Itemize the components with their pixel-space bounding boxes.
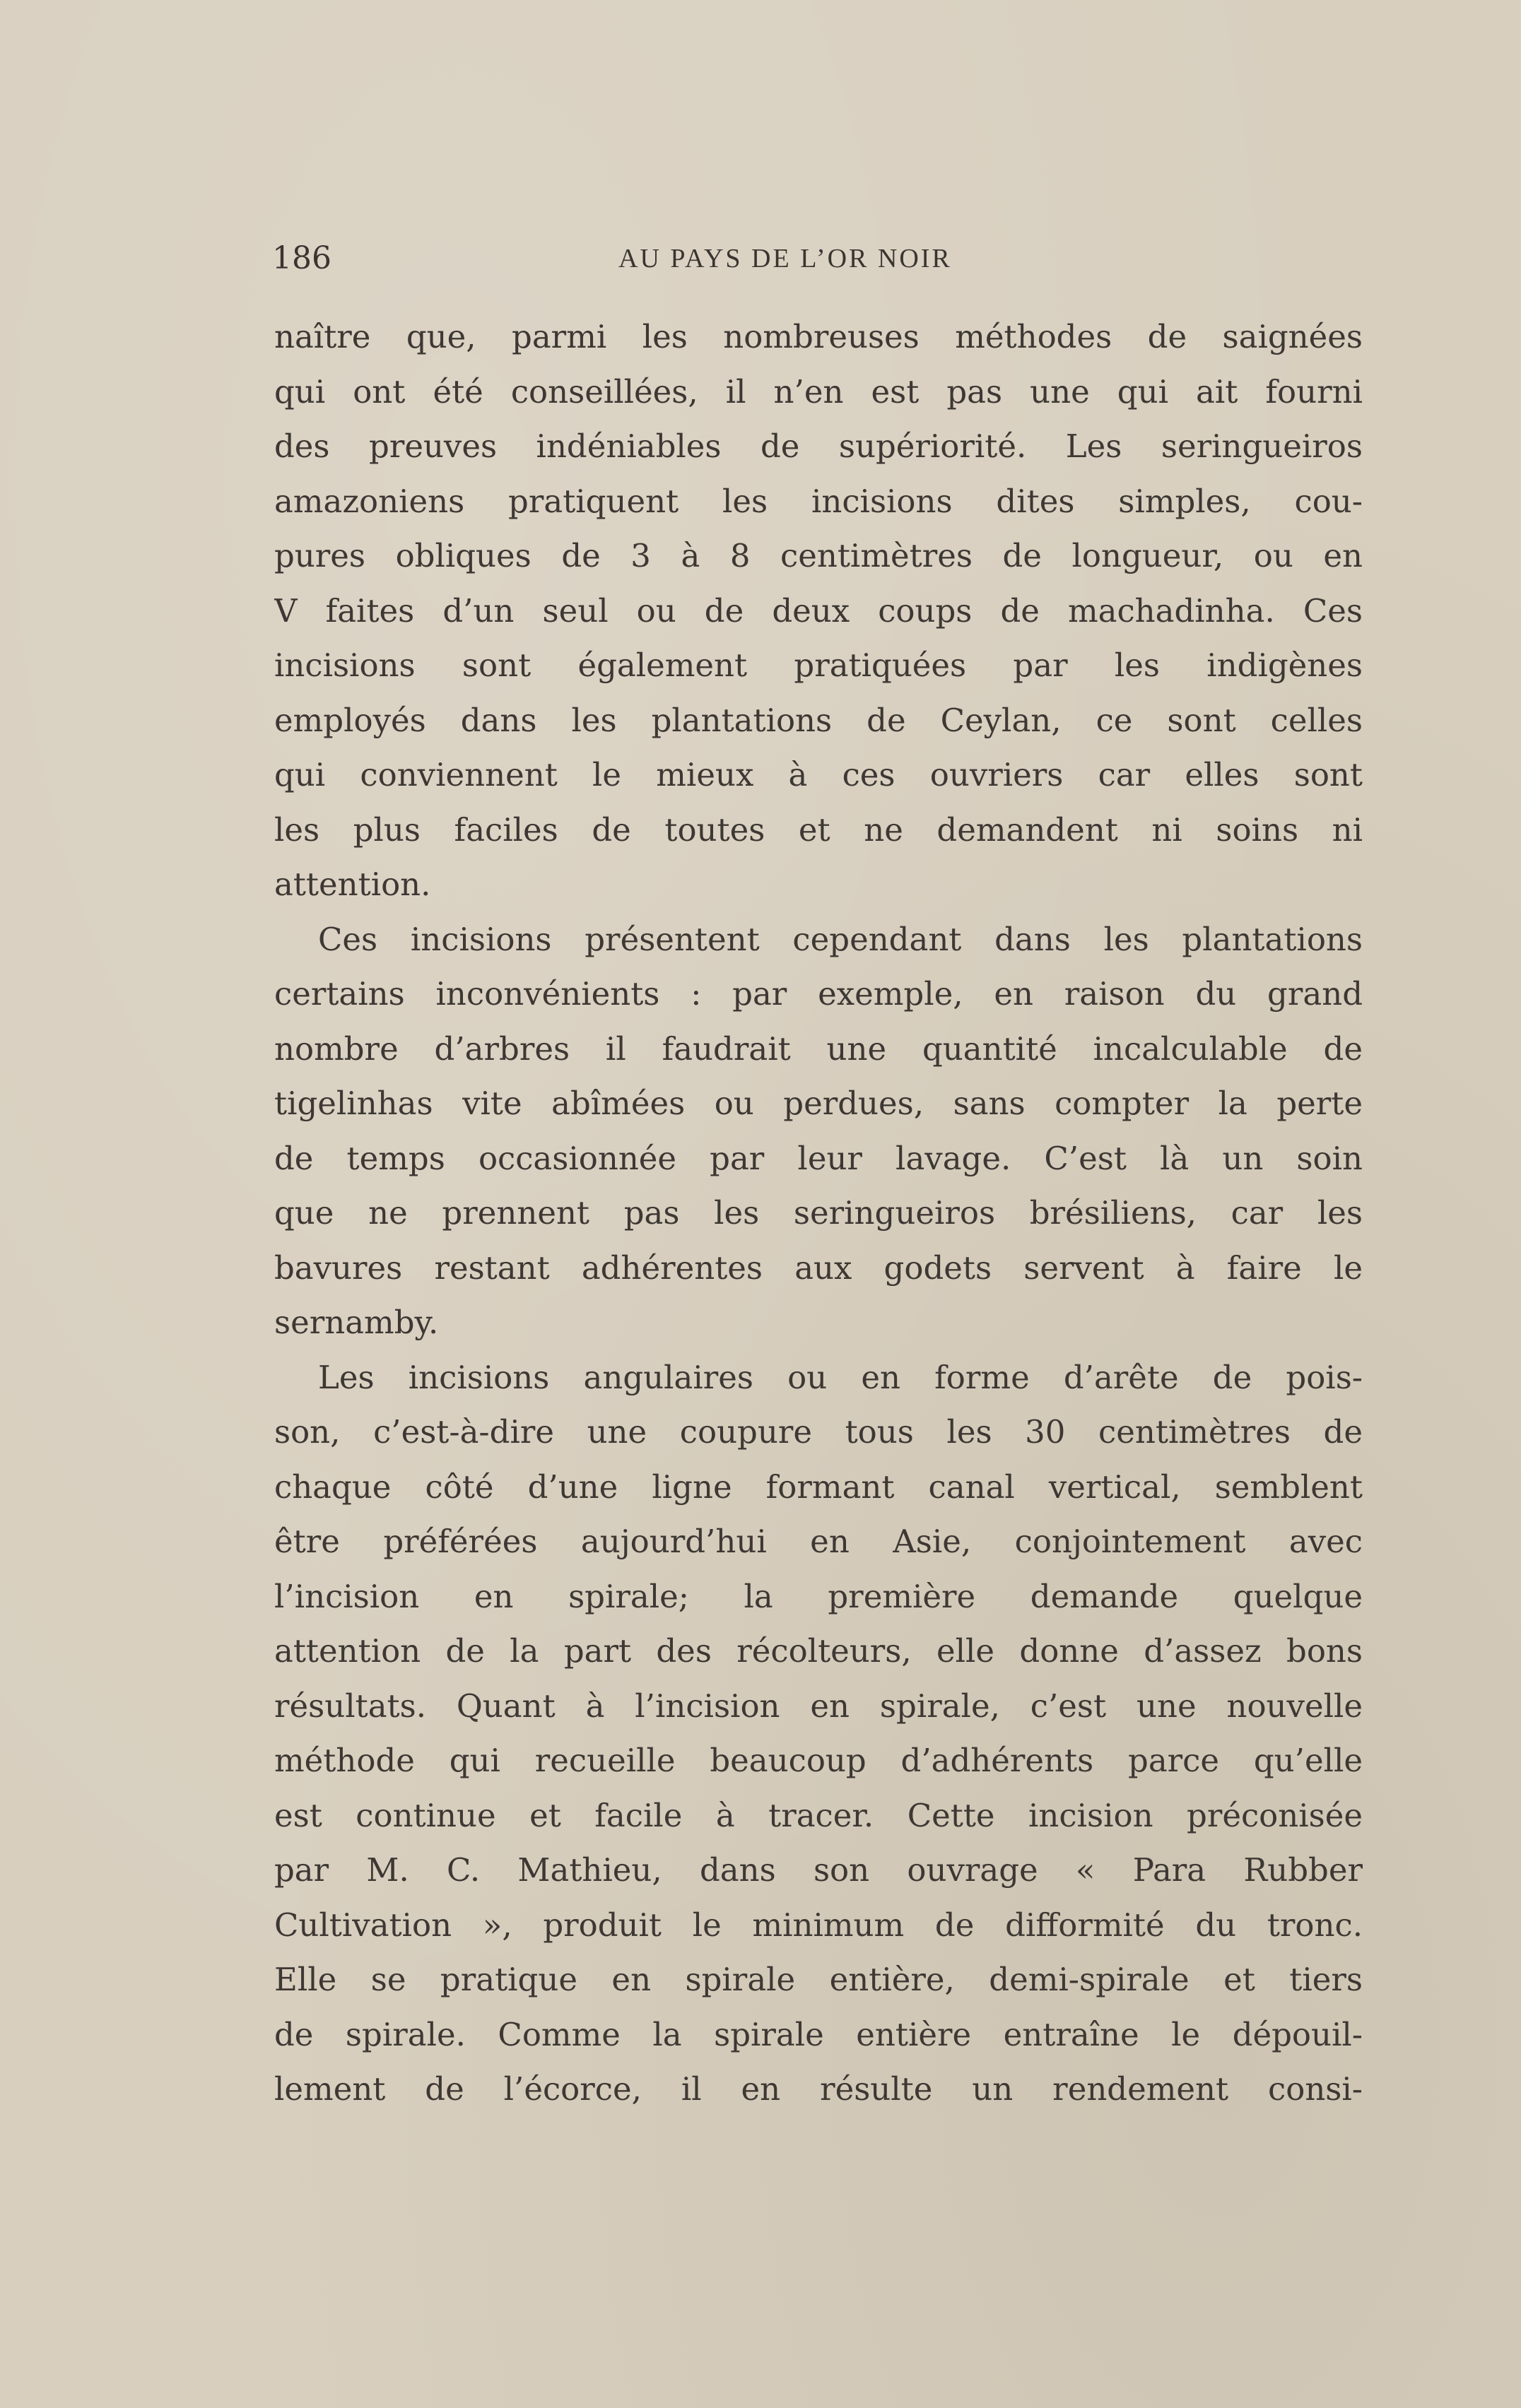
text-line: V faites d’un seul ou de deux coups de machadinha. Ces (274, 591, 1363, 630)
text-line: Elle se pratique en spirale entière, demi-spirale et tiers (274, 1961, 1363, 1998)
page-header (272, 237, 1361, 280)
text-line: de temps occasionnée par leur lavage. C’est là un soin (274, 1139, 1363, 1177)
body-text (274, 309, 1363, 2117)
text-line: être préférées aujourd’hui en Asie, conjointement avec (274, 1523, 1363, 1560)
text-line: attention de la part des récolteurs, elle donne d’assez bons (274, 1632, 1363, 1670)
text-line: qui conviennent le mieux à ces ouvriers car elles sont (274, 756, 1363, 793)
text-line: est continue et facile à tracer. Cette incision préconisée (274, 1796, 1363, 1834)
text-line: Cultivation », produit le minimum de difformité du tronc. (274, 1906, 1363, 1944)
text-line: pures obliques de 3 à 8 centimètres de longueur, ou en (274, 537, 1363, 574)
text-line: des preuves indéniables de supériorité. Les seringueiros (274, 427, 1363, 465)
text-line: incisions sont également pratiquées par les indigènes (274, 647, 1363, 684)
text-line: l’incision en spirale; la première demande quelque (274, 1577, 1363, 1615)
text-line: qui ont été conseillées, il n’en est pas une qui ait fourni (274, 372, 1363, 411)
page-number: 186 (272, 240, 331, 276)
text-line: naître que, parmi les nombreuses méthodes de saignées (274, 318, 1363, 355)
text-line: sernamby. (274, 1304, 439, 1341)
text-line: amazoniens pratiquent les incisions dites simples, cou- (274, 482, 1363, 520)
text-line: tigelinhas vite abîmées ou perdues, sans compter la perte (274, 1085, 1363, 1122)
text-line: bavures restant adhérentes aux godets servent à faire le (274, 1249, 1363, 1287)
text-line: employés dans les plantations de Ceylan, ce sont celles (274, 701, 1363, 739)
text-line: Ces incisions présentent cependant dans les plantations (318, 920, 1363, 958)
text-line: que ne prennent pas les seringueiros brésiliens, car les (274, 1194, 1363, 1232)
text-line: de spirale. Comme la spirale entière entraîne le dépouil- (274, 2015, 1363, 2053)
text-line: Les incisions angulaires ou en forme d’arête de pois- (318, 1358, 1363, 1396)
text-line: par M. C. Mathieu, dans son ouvrage « Para Rubber (274, 1851, 1363, 1889)
text-line: nombre d’arbres il faudrait une quantité incalculable de (274, 1029, 1363, 1068)
text-line: chaque côté d’une ligne formant canal vertical, semblent (274, 1468, 1363, 1506)
text-line: les plus faciles de toutes et ne demandent ni soins ni (274, 810, 1363, 849)
text-line: résultats. Quant à l’incision en spirale, c’est une nouvelle (274, 1687, 1363, 1725)
text-line: méthode qui recueille beaucoup d’adhérents parce qu’elle (274, 1742, 1363, 1779)
text-line: lement de l’écorce, il en résulte un rendement consi- (274, 2070, 1363, 2108)
text-line: attention. (274, 866, 431, 903)
text-line: son, c’est-à-dire une coupure tous les 30 centimètres de (274, 1413, 1363, 1451)
running-title: AU PAYS DE L’OR NOIR (618, 244, 952, 273)
text-line: certains inconvénients : par exemple, en raison du grand (274, 975, 1363, 1013)
